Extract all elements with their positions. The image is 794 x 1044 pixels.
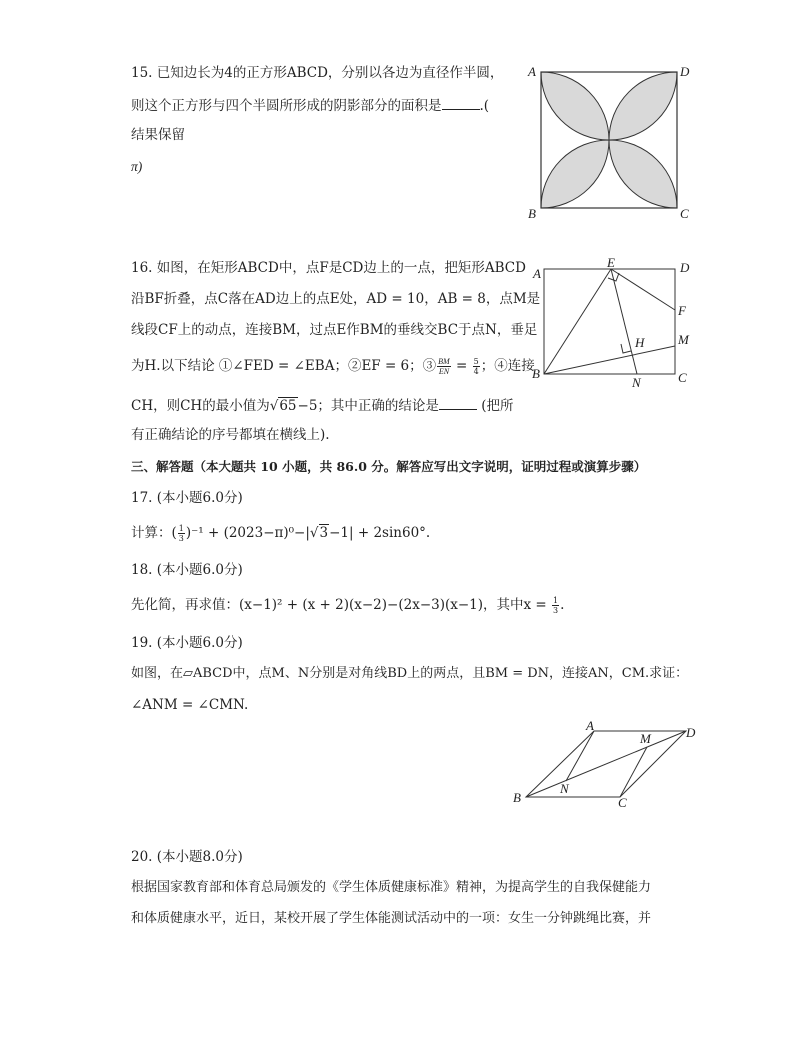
q16-line4-eq: = — [451, 358, 472, 374]
q17-frac — [178, 524, 185, 543]
q18-body-a: 先化简，再求值：(x−1)² + (x + 2)(x−2)−(2x−3)(x−1)，其中x = — [131, 597, 552, 613]
q18-frac — [552, 596, 559, 615]
q16-label-A: A — [533, 266, 541, 281]
q19-label-B: B — [513, 790, 521, 805]
q16-line5: CH，则CH的最小值为√65−5；其中正确的结论是 (把所 — [131, 395, 513, 415]
q17-body: 计算：( $\frac{1}{3}$ )⁻¹ + (2023−π)⁰−|√3−1| + 2sin60°. — [131, 524, 431, 543]
q16-label-M: M — [678, 332, 689, 347]
q19-label-M: M — [640, 731, 651, 746]
q16-label-N: N — [632, 375, 641, 390]
q16-line2: 沿BF折叠，点C落在AD边上的点E处，AD = 10，AB = 8，点M是 — [131, 291, 541, 307]
q18-frac-den: 3 — [553, 606, 559, 615]
q20-line2: 和体质健康水平，近日，某校开展了学生体能测试活动中的一项：女生一分钟跳绳比赛，并 — [131, 911, 652, 926]
q17-frac-den: 3 — [178, 534, 184, 543]
q16-line5-b: −5；其中正确的结论是 — [297, 398, 439, 414]
q18-body-b: . — [560, 597, 565, 613]
q16-frac2-den: 4 — [473, 367, 479, 376]
q17-body-b: )⁻¹ + (2023−π)⁰−| — [185, 525, 310, 541]
q16-line4-c: ；④连接 — [480, 358, 535, 374]
q15-line3: 结果保留 — [131, 127, 185, 143]
q16-frac2-num: 5 — [473, 357, 479, 366]
q15-line2-text: 则这个正方形与四个半圆所形成的阴影部分的面积是 — [131, 98, 442, 114]
q16-seg-BE — [544, 269, 611, 374]
q19-label-N: N — [560, 781, 569, 796]
q15-label-A: A — [528, 64, 536, 79]
q17-title: 17. (本小题6.0分) — [131, 490, 243, 506]
q20-line1: 根据国家教育部和体育总局颁发的《学生体质健康标准》精神，为提高学生的自我保健能力 — [131, 880, 652, 895]
q18-frac-num: 1 — [553, 596, 559, 605]
q16-label-B: B — [532, 366, 540, 381]
q16-right-angle-E — [608, 273, 619, 281]
q19-label-A: A — [586, 718, 594, 733]
q17-body-c: −1| + 2sin60°. — [329, 525, 431, 541]
q19-seg-AN — [566, 731, 594, 781]
q16-frac-den: EN — [438, 367, 450, 376]
q16-frac-num: BM — [438, 357, 450, 366]
q16-label-D: D — [680, 260, 690, 275]
q15-petal-tl — [541, 72, 609, 140]
q16-label-H: H — [635, 335, 645, 350]
q16-frac-bm-en — [437, 357, 451, 376]
q17-body-a: 计算：( — [131, 525, 177, 541]
q16-sqrt: 65 — [279, 398, 297, 414]
q19-line2: ∠ANM = ∠CMN. — [131, 697, 249, 713]
q16-line6: 有正确结论的序号都填在横线上). — [131, 427, 330, 443]
q19-title: 19. (本小题6.0分) — [131, 635, 243, 651]
q15-petal-bl — [541, 140, 609, 208]
q15-petal-tr — [609, 72, 677, 140]
q15-petal-br — [609, 140, 677, 208]
q17-sqrt: 3 — [319, 525, 329, 541]
q15-line2 — [131, 95, 489, 115]
q19-line1: 如图，在▱ABCD中，点M、N分别是对角线BD上的两点，且BM = DN，连接AN，CM.求证： — [131, 666, 689, 681]
q15-line4: π) — [131, 159, 143, 174]
q16-seg-EN — [611, 269, 637, 374]
q19-seg-CM — [620, 747, 647, 797]
q16-line4 — [131, 357, 535, 376]
q16-label-C: C — [678, 370, 687, 385]
q15-figure — [526, 62, 696, 222]
q16-line4-a: 为H.以下结论 ①∠FED = ∠EBA；②EF = 6；③ — [131, 358, 437, 374]
q16-line3: 线段CF上的动点，连接BM，过点E作BM的垂线交BC于点N，垂足 — [131, 322, 538, 338]
q15-answer-blank — [442, 95, 480, 110]
section-3-heading: 三、解答题（本大题共 10 小题，共 86.0 分。解答应写出文字说明，证明过程或演算步骤） — [131, 459, 647, 474]
q16-label-F: F — [678, 303, 686, 318]
q19-label-D: D — [686, 725, 696, 740]
q18-body — [131, 596, 564, 615]
q15-line2-tail: .( — [479, 98, 490, 114]
q16-line5-c: (把所 — [476, 398, 514, 414]
q16-label-E: E — [607, 255, 615, 270]
q17-frac-num: 1 — [178, 524, 184, 533]
q16-line1: 16. 如图，在矩形ABCD中，点F是CD边上的一点，把矩形ABCD — [131, 260, 526, 276]
q19-label-C: C — [618, 795, 627, 810]
q19-figure — [510, 717, 710, 809]
q15-line1: 15. 已知边长为4的正方形ABCD，分别以各边为直径作半圆， — [131, 65, 504, 81]
q18-title: 18. (本小题6.0分) — [131, 562, 243, 578]
q16-seg-EF — [611, 269, 675, 310]
q16-seg-BM — [544, 346, 675, 374]
q19-diagonal-BD — [526, 731, 686, 797]
q16-rectangle — [544, 269, 675, 374]
q15-label-C: C — [680, 206, 689, 221]
q16-answer-blank — [439, 395, 477, 410]
q20-title: 20. (本小题8.0分) — [131, 849, 243, 865]
q15-label-D: D — [680, 64, 690, 79]
q16-frac-5-4 — [473, 357, 480, 376]
q16-figure — [530, 255, 700, 393]
q16-line5-a: CH，则CH的最小值为 — [131, 398, 270, 414]
q15-label-B: B — [528, 206, 536, 221]
